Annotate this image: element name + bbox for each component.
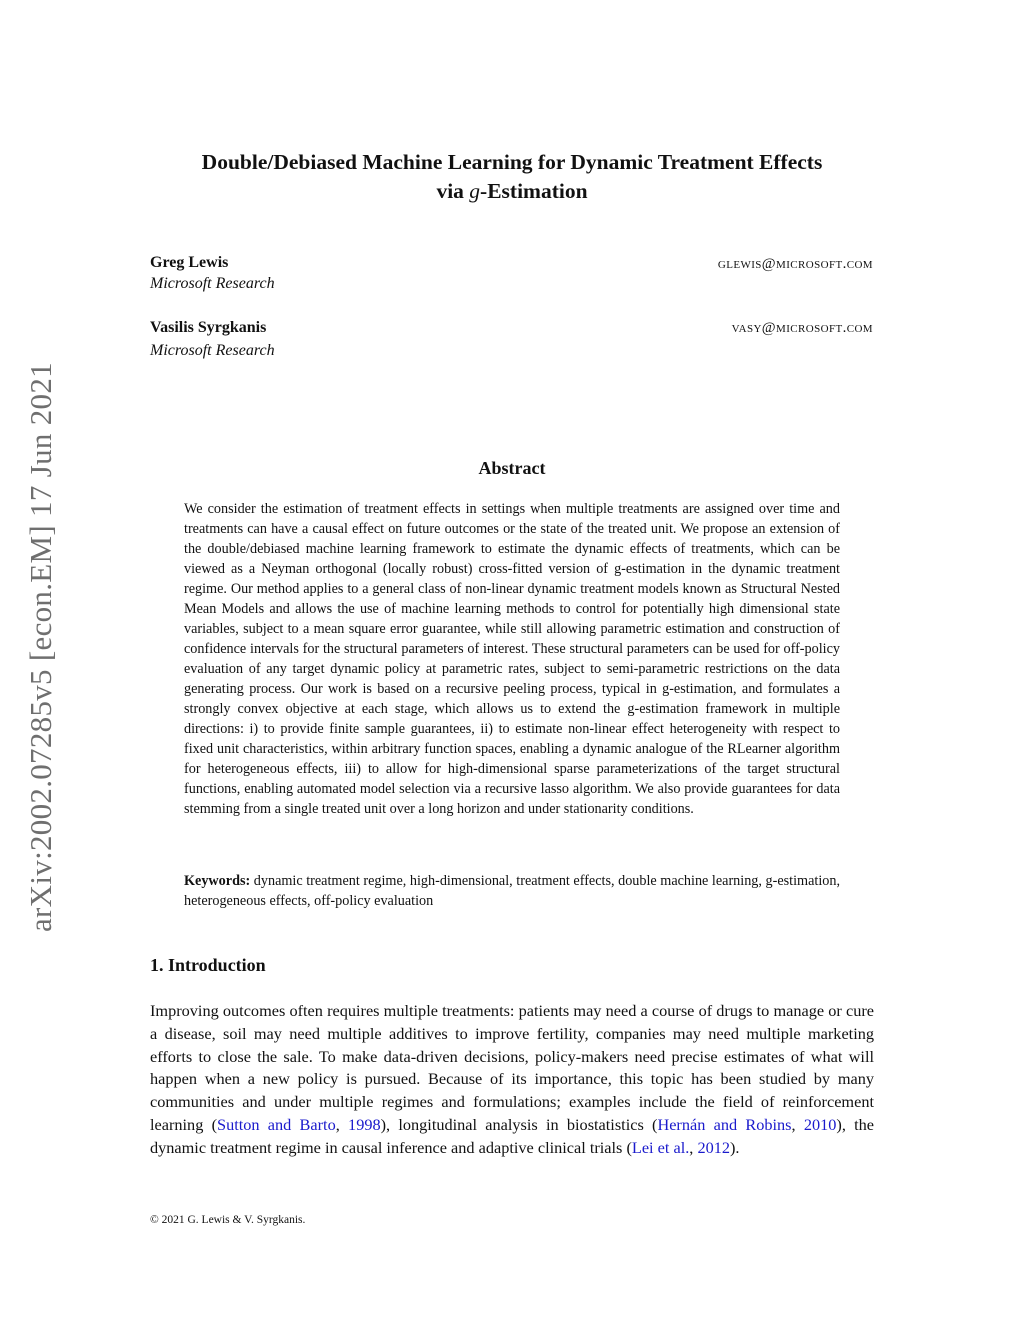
- paper-title: [150, 148, 874, 206]
- author-affiliation: Microsoft Research: [150, 342, 275, 359]
- author-affiliation: Microsoft Research: [150, 275, 275, 292]
- author-name: Vasilis Syrgkanis: [150, 319, 267, 336]
- introduction-paragraph: Improving outcomes often requires multiple treatments: patients may need a course of drugs to manage or cure a disease, soil may need multiple additives to improve fertility, companies may need multiple marketing efforts to close the sale. To make data-driven decisions, policy-makers need precise estimates of what will happen when a new policy is pursued. Because of its importance, this topic has been studied by many communities and under multiple regimes and formulations; examples include the field of reinforcement learning (Sutton and Barto, 1998), longitudinal analysis in biostatistics (Hernán and Robins, 2010), the dynamic treatment regime in causal inference and adaptive clinical trials (Lei et al., 2012).: [150, 1001, 875, 1157]
- title-line-1: Double/Debiased Machine Learning for Dynamic Treatment Effects: [201, 150, 823, 174]
- title-line-2: via g-Estimation: [436, 179, 588, 203]
- citation-link[interactable]: Sutton and Barto: [217, 1114, 336, 1134]
- citation-link[interactable]: Lei et al.: [631, 1137, 690, 1157]
- citation-link[interactable]: Hernán and Robins: [657, 1114, 792, 1134]
- abstract-text: We consider the estimation of treatment effects in settings when multiple treatments are assigned over time and treatments can have a causal effect on future outcomes or the state of the treated unit. We propose an extension of the double/debiased machine learning framework to estimate the dynamic effects of treatments, which can be viewed as a Neyman orthogonal (locally robust) cross-fitted version of g-estimation in the dynamic treatment regime. Our method applies to a general class of non-linear dynamic treatment models known as Structural Nested Mean Models and allows the use of machine learning methods to control for potentially high dimensional state variables, subject to a mean square error guarantee, while still allowing parametric estimation and construction of confidence intervals for the structural parameters of interest. These structural parameters can be used for off-policy evaluation of any target dynamic policy at parametric rates, subject to semi-parametric restrictions on the data generating process. Our work is based on a recursive peeling process, typical in g-estimation, and formulates a strongly convex objective at each stage, which allows us to extend the g-estimation framework in multiple directions: i) to provide finite sample guarantees, ii) to estimate non-linear effect heterogeneity with respect to fixed unit characteristics, within arbitrary function spaces, enabling a dynamic analogue of the RLearner algorithm for heterogeneous effects, iii) to allow for high-dimensional sparse parameterizations of the target structural functions, enabling automated model selection via a recursive lasso algorithm. We also provide guarantees for data stemming from a single treated unit over a long horizon and under stationarity conditions.: [184, 501, 840, 817]
- keywords-text: dynamic treatment regime, high-dimensional, treatment effects, double machine learning, g-estimation, heterogeneous effects, off-policy evaluation: [184, 873, 840, 909]
- keywords: [184, 871, 840, 911]
- citation-year-link[interactable]: 2012: [697, 1137, 730, 1157]
- citation-year-link[interactable]: 2010: [803, 1114, 837, 1134]
- author-email[interactable]: vasy@microsoft.com: [731, 320, 873, 336]
- citation-year-link[interactable]: 1998: [348, 1114, 381, 1134]
- arxiv-identifier: arXiv:2002.07285v5 [econ.EM] 17 Jun 2021: [23, 362, 58, 933]
- author-name: Greg Lewis: [150, 254, 229, 271]
- keywords-label: Keywords:: [184, 873, 251, 889]
- section-heading-introduction: 1. Introduction: [150, 955, 266, 975]
- author-email[interactable]: glewis@microsoft.com: [717, 256, 873, 272]
- abstract-heading: Abstract: [478, 458, 546, 478]
- copyright-notice: © 2021 G. Lewis & V. Syrgkanis.: [150, 1214, 306, 1226]
